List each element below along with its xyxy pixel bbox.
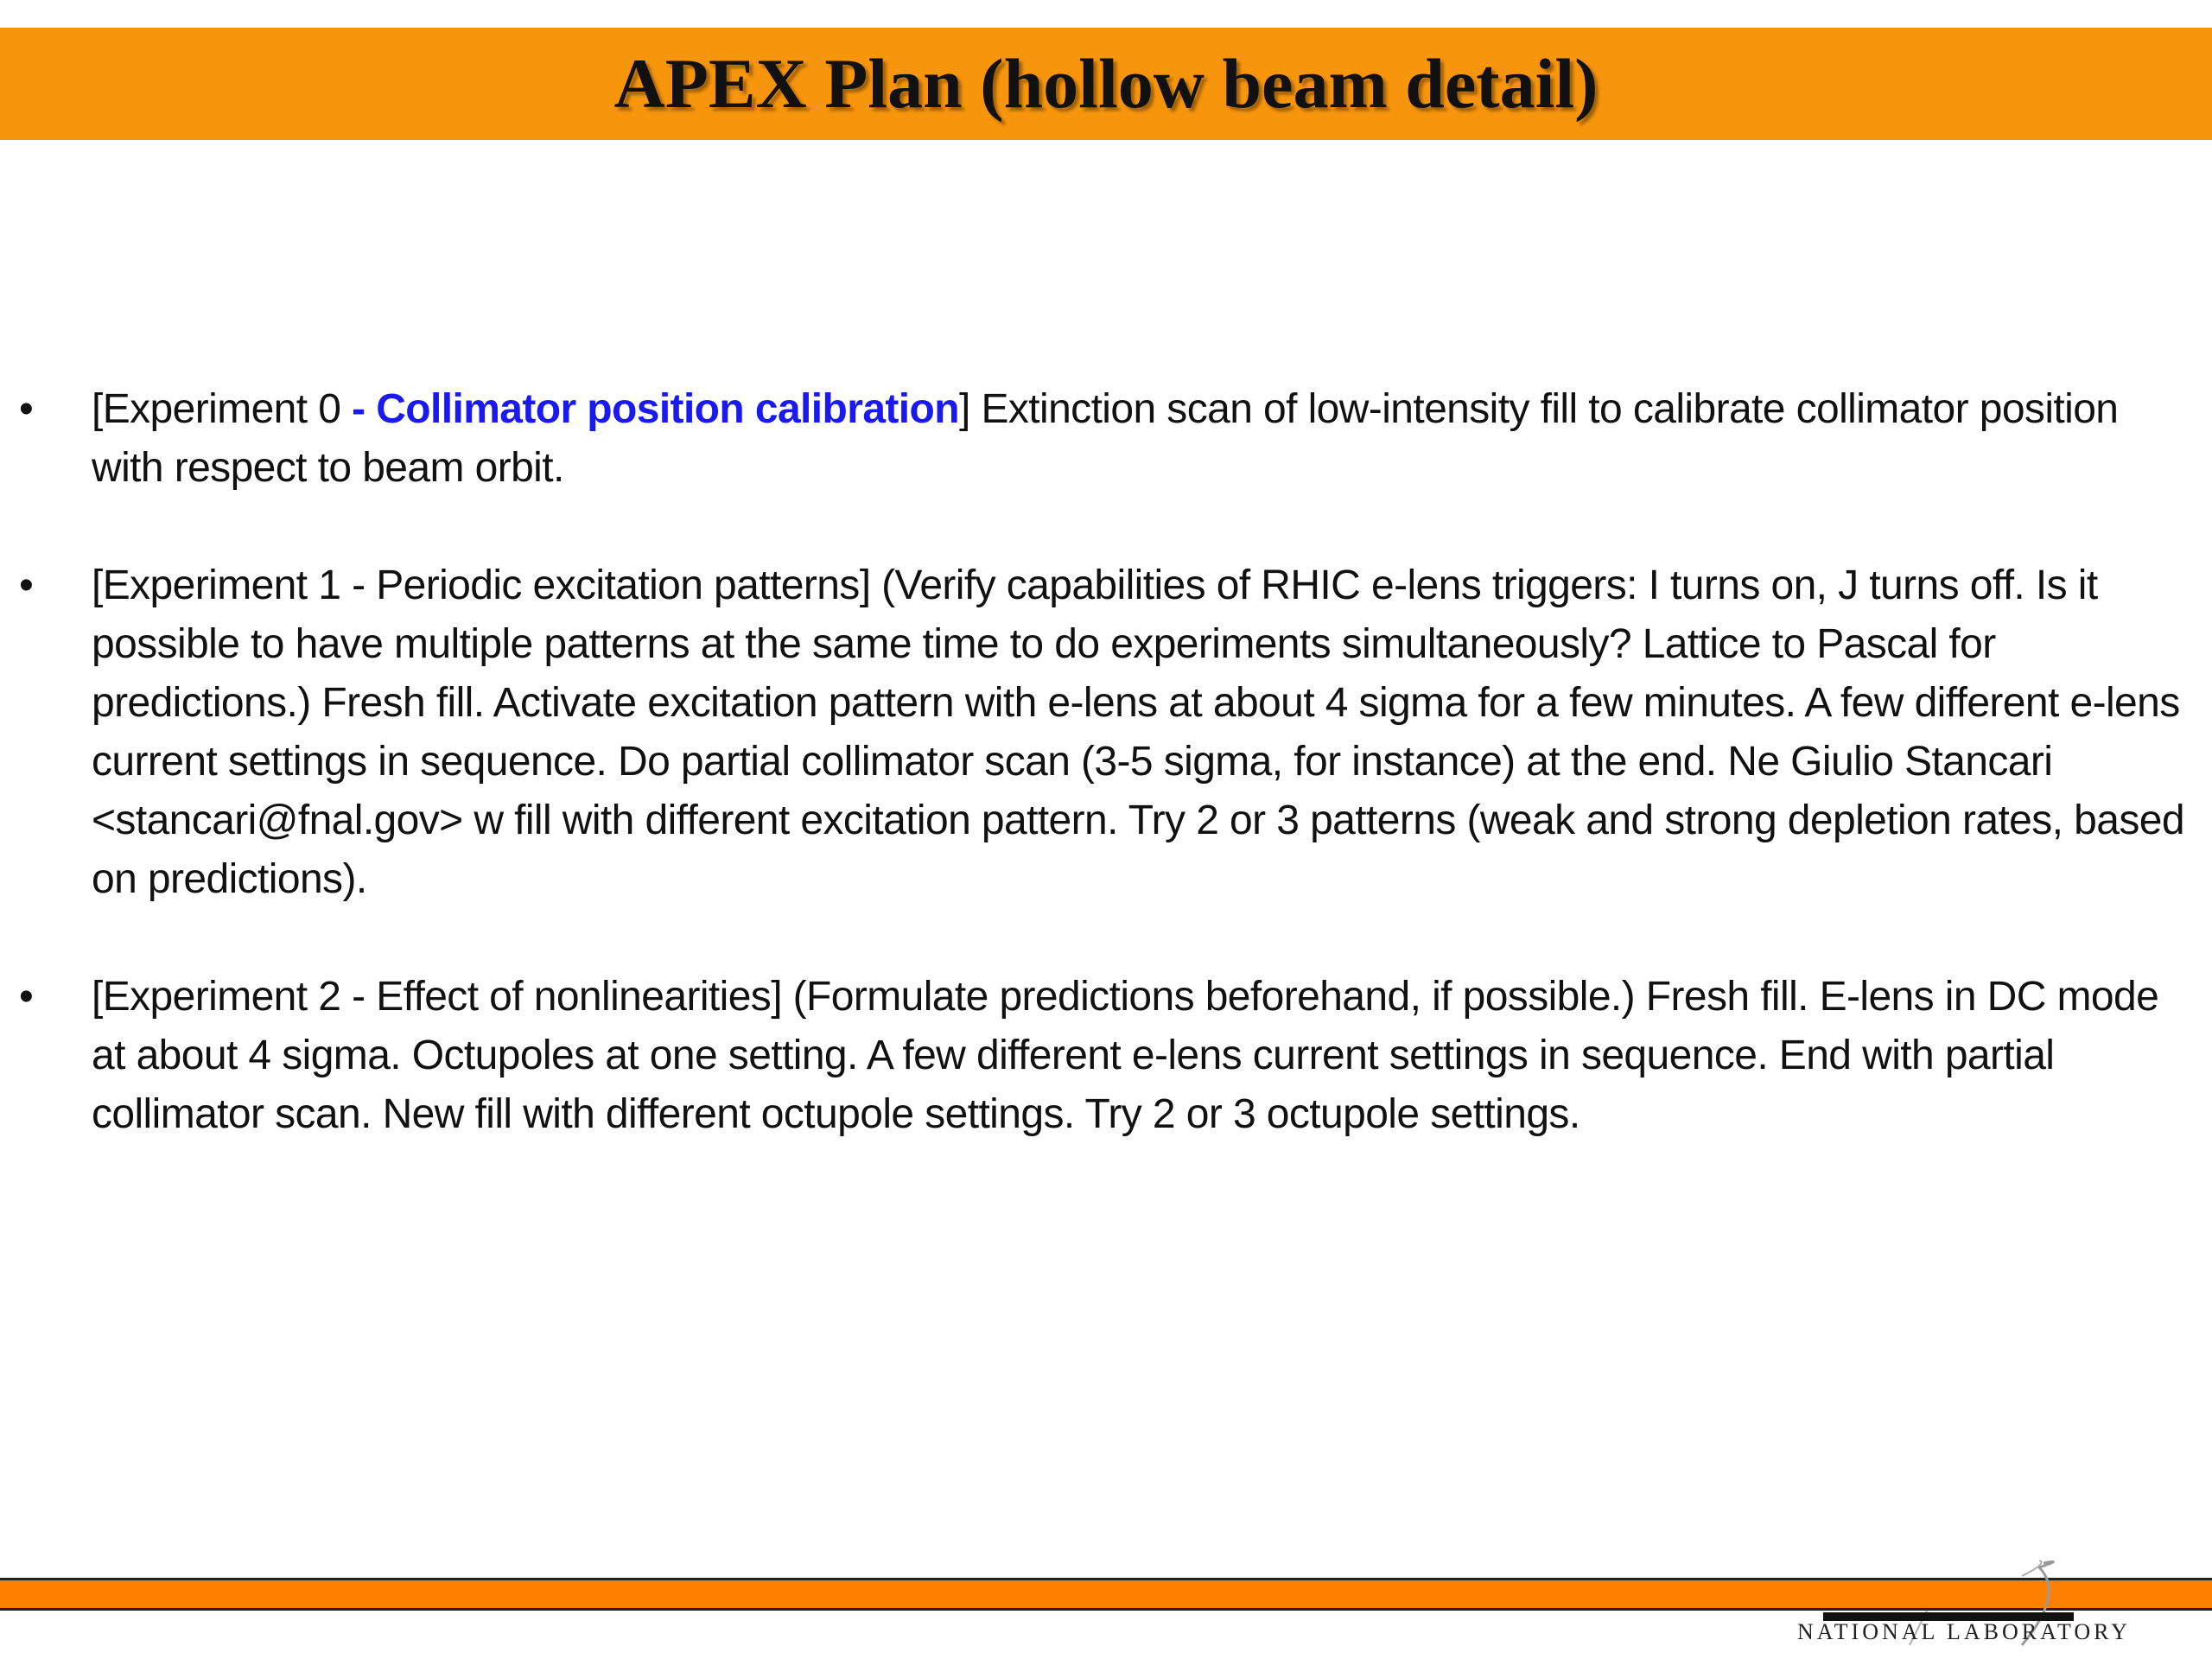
bullet-lead-text: [Experiment 0	[92, 386, 353, 432]
bullet-experiment-0	[0, 380, 2212, 498]
title-bar	[0, 28, 2212, 140]
bullet-experiment-1	[0, 556, 2212, 909]
bullet-text: [Experiment 2 - Effect of nonlinearities] (Formulate predictions beforehand, if possible.) Fresh fill. E-lens in DC mode at about 4 sigma. Octupoles at one setting. A few different e-lens current settings in sequence. End with partial collimator scan. New fill with different octupole settings. Try 2 or 3 octupole settings.	[92, 974, 2159, 1137]
bullet-marker: •	[19, 563, 34, 608]
bullet-list	[0, 380, 2212, 1203]
bullet-marker: •	[19, 974, 34, 1020]
bullet-accent-text: - Collimator position calibration	[352, 386, 959, 432]
slide-title: APEX Plan (hollow beam detail)	[613, 44, 1599, 123]
bullet-experiment-2	[0, 968, 2212, 1144]
bullet-text: [Experiment 1 - Periodic excitation patterns] (Verify capabilities of RHIC e-lens triggers: I turns on, J turns off. Is it possible to have multiple patterns at the same time to do experiments simultaneously? Lattice to Pascal for predictions.) Fresh fill. Activate excitation pattern with e-lens at about 4 sigma for a few minutes. A few different e-lens current settings in sequence. Do partial collimator scan (3-5 sigma, for instance) at the end. Ne Giulio Stancari <stancari@fnal.gov> w fill with different excitation pattern. Try 2 or 3 patterns (weak and strong depletion rates, based on predictions).	[92, 563, 2184, 902]
bullet-marker: •	[19, 386, 34, 432]
bullet-rest-text: ] Extinction scan of low-intensity fill to calibrate collimator position with respect to beam orbit.	[92, 386, 2119, 491]
logo-subtitle: NATIONAL LABORATORY	[1797, 1619, 2131, 1644]
